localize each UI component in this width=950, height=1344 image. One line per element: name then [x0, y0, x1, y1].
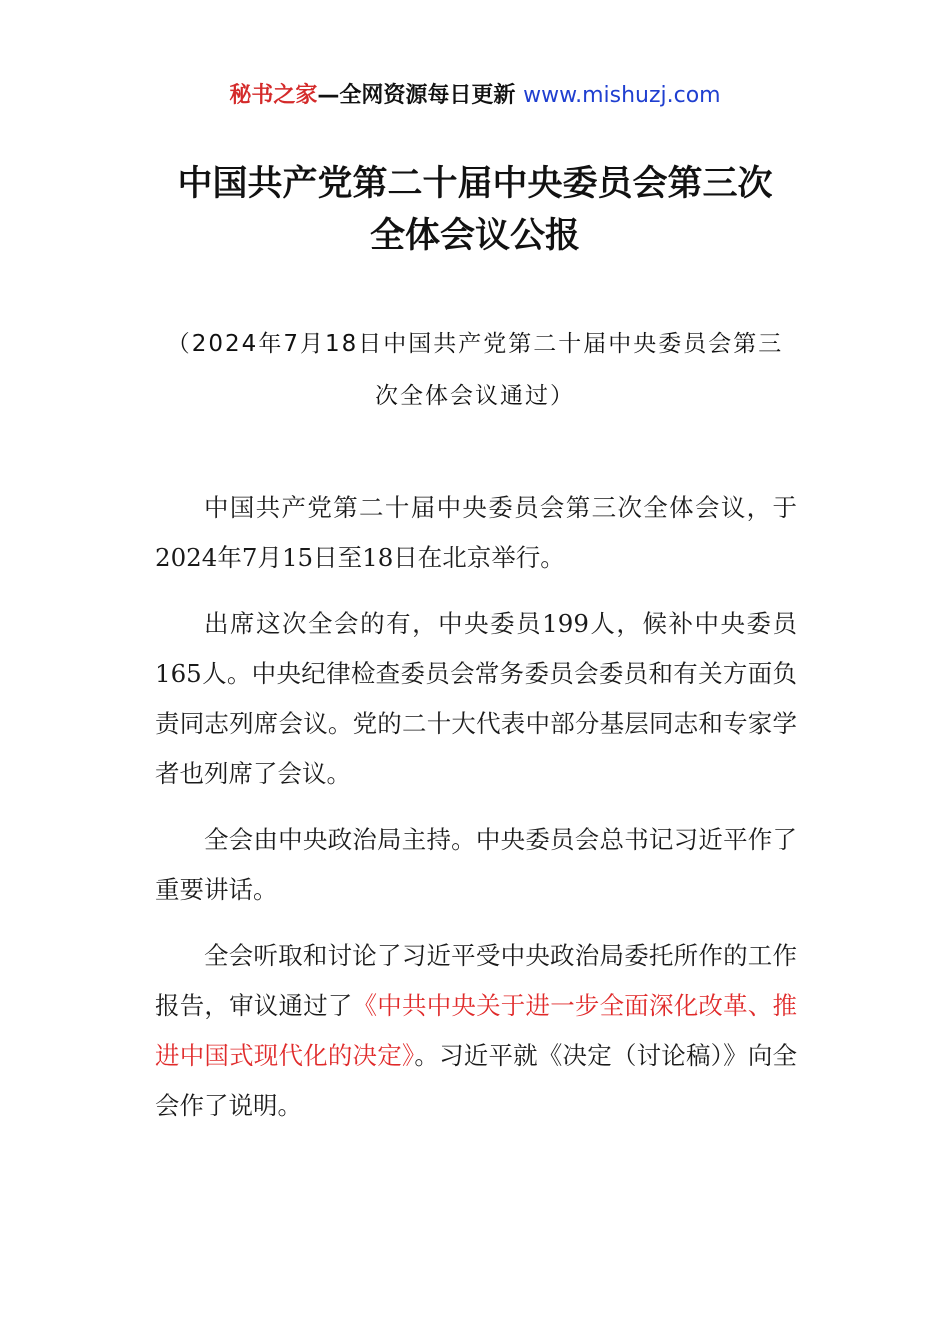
paragraph-3: 全会由中央政治局主持。中央委员会总书记习近平作了重要讲话。 — [155, 825, 797, 904]
paragraph-4-text-a: 全会听取和讨论了习近平受中央政治局委托所作的工作报告，审议通过了 — [155, 941, 797, 1020]
subtitle-line-2: 次全体会议通过） — [375, 383, 575, 409]
site-header — [0, 78, 950, 109]
subtitle-line-1: （2024年7月18日中国共产党第二十届中央委员会第三 — [166, 331, 784, 357]
document-subtitle — [150, 318, 800, 422]
site-url-link[interactable]: www.mishuzj.com — [523, 83, 721, 108]
paragraph-4-text-b: 。习近平就《决定（讨论稿）》向全会作了说明。 — [155, 1041, 798, 1120]
paragraph-4 — [155, 931, 797, 1131]
title-line-2: 全体会议公报 — [369, 216, 580, 256]
paragraph-1: 中国共产党第二十届中央委员会第三次全体会议，于2024年7月15日至18日在北京举行。 — [155, 493, 797, 572]
decision-title-highlight: 《中共中央关于进一步全面深化改革、推进中国式现代化的决定》 — [155, 991, 798, 1070]
paragraph-2: 出席这次全会的有，中央委员199人，候补中央委员165人。中央纪律检查委员会常务委员会委员和有关方面负责同志列席会议。党的二十大代表中部分基层同志和专家学者也列席了会议。 — [155, 609, 797, 788]
document-title — [150, 158, 800, 262]
document-body — [155, 483, 797, 1147]
site-tagline: —全网资源每日更新 — [317, 83, 516, 108]
title-line-1: 中国共产党第二十届中央委员会第三次 — [177, 164, 773, 204]
site-brand: 秘书之家 — [229, 83, 318, 108]
